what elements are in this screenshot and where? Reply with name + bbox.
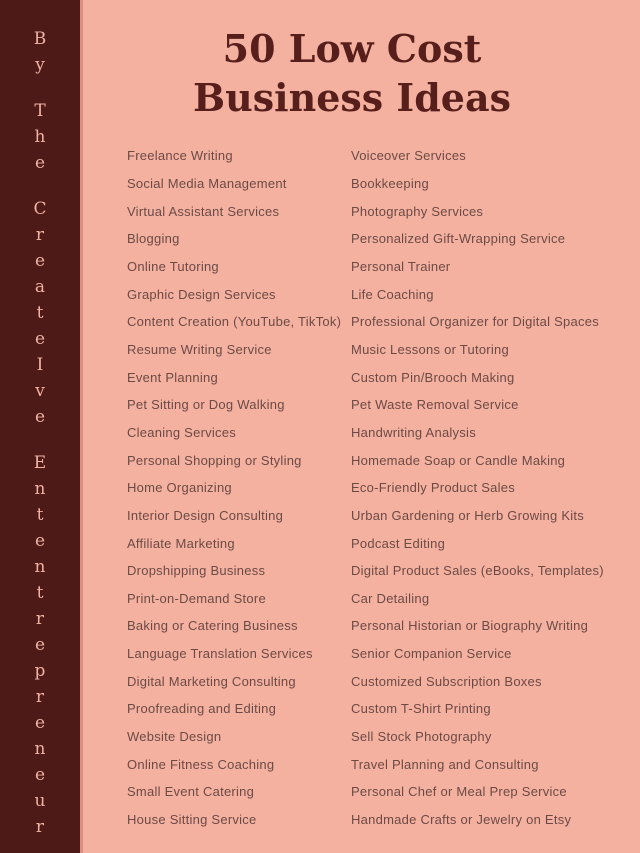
list-item: Language Translation Services [127,646,313,662]
ideas-columns [127,142,640,833]
list-item: Online Tutoring [127,258,219,274]
list-item: Social Media Management [127,175,287,191]
list-item: Home Organizing [127,480,232,496]
list-item: Sell Stock Photography [351,729,492,745]
list-item: Voiceover Services [351,148,467,164]
list-item: Bookkeeping [351,175,429,191]
ideas-column-left [127,142,351,833]
page-title-line-2: Business Ideas [193,75,511,120]
list-item: Photography Services [351,203,484,219]
list-item: Car Detailing [351,590,430,606]
list-item: Personal Shopping or Styling [127,452,302,468]
list-item: Interior Design Consulting [127,507,284,523]
author-sidebar [0,0,80,853]
sidebar-word-createive: CreateIve [33,199,47,427]
sidebar-word-the: The [34,101,46,173]
list-item: Senior Companion Service [351,646,512,662]
list-item: Custom T-Shirt Printing [351,701,491,717]
list-item: Customized Subscription Boxes [351,673,542,689]
list-item: Handwriting Analysis [351,424,476,440]
list-item: Proofreading and Editing [127,701,277,717]
list-item: Personal Historian or Biography Writing [351,618,589,634]
list-item: Content Creation (YouTube, TikTok) [127,314,342,330]
list-item: Personalized Gift-Wrapping Service [351,231,566,247]
list-item: Eco-Friendly Product Sales [351,480,516,496]
list-item: Resume Writing Service [127,341,272,357]
list-item: Website Design [127,729,222,745]
list-item: Professional Organizer for Digital Spaces [351,314,599,330]
ideas-column-right [351,142,640,833]
list-item: Homemade Soap or Candle Making [351,452,566,468]
list-item: Small Event Catering [127,784,255,800]
list-item: Freelance Writing [127,148,233,164]
list-item: Travel Planning and Consulting [351,756,539,772]
list-item: Life Coaching [351,286,434,302]
list-item: Event Planning [127,369,218,385]
list-item: Graphic Design Services [127,286,276,302]
sidebar-word-ententrepreneur: Ententrepreneur [33,453,47,837]
list-item: Custom Pin/Brooch Making [351,369,515,385]
page-title [72,24,632,122]
list-item: Handmade Crafts or Jewelry on Etsy [351,812,572,828]
list-item: Pet Waste Removal Service [351,397,519,413]
list-item: Blogging [127,231,180,247]
list-item: House Sitting Service [127,812,257,828]
poster-content [80,0,640,853]
sidebar-word-by: By [33,29,47,75]
list-item: Personal Chef or Meal Prep Service [351,784,567,800]
list-item: Online Fitness Coaching [127,756,275,772]
list-item: Print-on-Demand Store [127,590,266,606]
list-item: Virtual Assistant Services [127,203,280,219]
list-item: Cleaning Services [127,424,237,440]
page-title-line-1: 50 Low Cost [222,26,482,71]
list-item: Digital Product Sales (eBooks, Templates) [351,563,604,579]
list-item: Podcast Editing [351,535,446,551]
list-item: Baking or Catering Business [127,618,298,634]
list-item: Urban Gardening or Herb Growing Kits [351,507,584,523]
list-item: Digital Marketing Consulting [127,673,296,689]
list-item: Personal Trainer [351,258,451,274]
list-item: Dropshipping Business [127,563,266,579]
list-item: Music Lessons or Tutoring [351,341,509,357]
list-item: Affiliate Marketing [127,535,235,551]
list-item: Pet Sitting or Dog Walking [127,397,285,413]
